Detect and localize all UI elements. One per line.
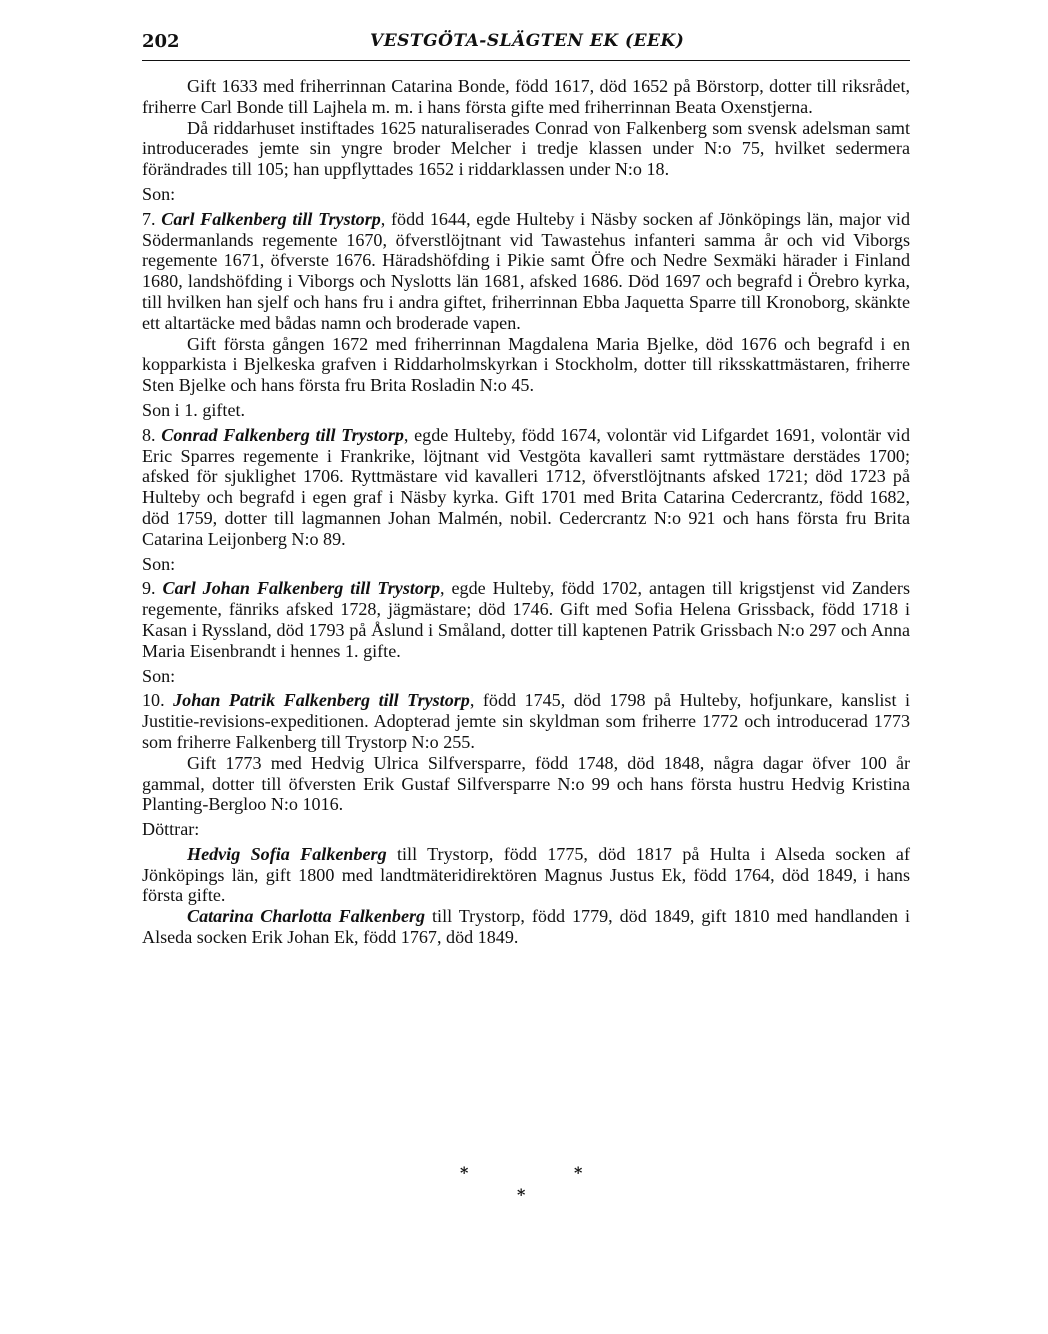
entry-text: , egde Hulteby, född 1702, antagen till krigstjenst vid Zanders regemente, fänriks afsked 1728, jägmästare; död 1746. Gift med Sofia Helena Grissback, född 1718 i Kasan i Ryssland, död 1793 på Åslund i Småland, dotter till kaptenen Patrik Grissbach N:o 297 och Anna Maria Eisenbrandt i hennes 1. gifte. [142,578,910,661]
person-name: Johan Patrik Falkenberg till Trystorp [173,690,470,711]
paragraph: Gift 1633 med friherrinnan Catarina Bonde, född 1617, död 1652 på Börstorp, dotter till riksrådet, friherre Carl Bonde till Lajhela m. m. i hans första gifte med friherrinnan Beata Oxenstjerna. [142,76,910,117]
person-name: Carl Falkenberg till Trystorp [161,208,381,229]
section-heading: Son: [142,553,176,574]
entry-number: 8. [142,424,162,445]
entry-number: 10. [142,690,174,711]
person-name: Catarina Charlotta Falkenberg [187,906,426,927]
person-name: Conrad Falkenberg till Trystorp [161,424,404,445]
entry-text: till Trystorp, född 1779, död 1849, gift 1810 med handlanden i Alseda socken Erik Johan Ek, född 1767, död 1849. [142,906,910,948]
asterisk: * [574,1163,583,1182]
section-heading: Son i 1. giftet. [142,399,246,420]
entry-7 [142,209,910,334]
daughter-entry [142,844,910,906]
paragraph: Gift 1773 med Hedvig Ulrica Silfversparre, född 1748, död 1848, några dagar öfver 100 år gammal, dotter till öfversten Erik Gustaf Silfversparre N:o 99 och hans första hustru Hedvig Kristina Planting-Bergloo N:o 1016. [142,752,910,815]
entry-text: , född 1644, egde Hulteby i Näsby socken af Jönköpings län, major vid Södermanlands regemente 1670, öfverstlöjtnant vid Tawastehus infanteri samma år och vid Viborgs regemente 1671, öfverste 1676. Häradshöfding i Pikie samt Öfre och Nedre Sexmäki härader i Finland 1680, landshöfding i Viborgs och Nyslotts län 1681, afsked 1686. Död 1697 och begrafd i Örebro kyrka, till hvilken han sjelf och hans fru i andra giftet, friherrinnan Ebba Jaquetta Sparre till Kronoborg, skänkte ett altartäcke med bådas namn och broderade vapen. [142,208,911,333]
section-heading: Son: [142,665,176,686]
page-number: 202 [142,31,180,52]
paragraph: Då riddarhuset instiftades 1625 naturaliserades Conrad von Falkenberg som svensk adelsman samt introducerades jemte sin yngre broder Melcher i tredje klassen under N:o 75, hvilket sedermera förändrades till 105; han uppflyttades 1652 i riddarklassen under N:o 18. [142,117,910,180]
page-body [142,76,910,948]
section-end-asterisks [0,1163,1048,1213]
entry-text: till Trystorp, född 1775, död 1817 på Hulta i Alseda socken af Jönköpings län, gift 1800 med landtmäteridirektören Magnus Justus Ek, född 1764, död 1849, i hans första gifte. [142,843,910,906]
person-name: Hedvig Sofia Falkenberg [187,843,387,864]
page-header [142,30,910,61]
asterisk: * [460,1163,469,1182]
paragraph: Gift första gången 1672 med friherrinnan Magdalena Maria Bjelke, död 1676 och begrafd i en kopparkista i Bjelkeska grafven i Riddarholmskyrkan i Stockholm, dotter till riksskattmästaren, friherre Sten Bjelke och hans första fru Brita Rosladin N:o 45. [142,333,910,396]
section-heading: Döttrar: [142,819,200,840]
entry-text: , egde Hulteby, född 1674, volontär vid Lifgardet 1691, volontär vid Eric Sparres regemente i Frankrike, löjtnant vid Vestgöta kavalleri samt ryttmästare derstädes 1700; afsked för sjuklighet 1706. Ryttmästare vid kavalleri 1712, öfverstlöjtnants afsked 1721; död 1723 på Hulteby och begrafd i egen graf i Näsby kyrka. Gift 1701 med Brita Catarina Cedercrantz, född 1682, död 1759, dotter till lagmannen Johan Malmén, nobil. Cedercrantz N:o 921 och hans första fru Brita Catarina Leijonberg N:o 89. [142,424,910,549]
asterisk: * [517,1185,526,1204]
entry-10 [142,690,910,752]
entry-text: , född 1745, död 1798 på Hulteby, hofjunkare, kanslist i Justitie-revisions-expeditionen. Adopterad jemte sin skyldman som friherre 1772 och introducerad 1773 som friherre Falkenberg till Trystorp N:o 255. [142,690,910,752]
entry-number: 9. [142,578,163,599]
entry-9 [142,578,910,661]
entry-8 [142,425,910,550]
entry-number: 7. [142,208,162,229]
section-heading: Son: [142,183,176,204]
person-name: Carl Johan Falkenberg till Trystorp [162,578,441,599]
daughter-entry [142,906,910,948]
running-title: VESTGÖTA-SLÄGTEN EK (EEK) [370,31,685,51]
